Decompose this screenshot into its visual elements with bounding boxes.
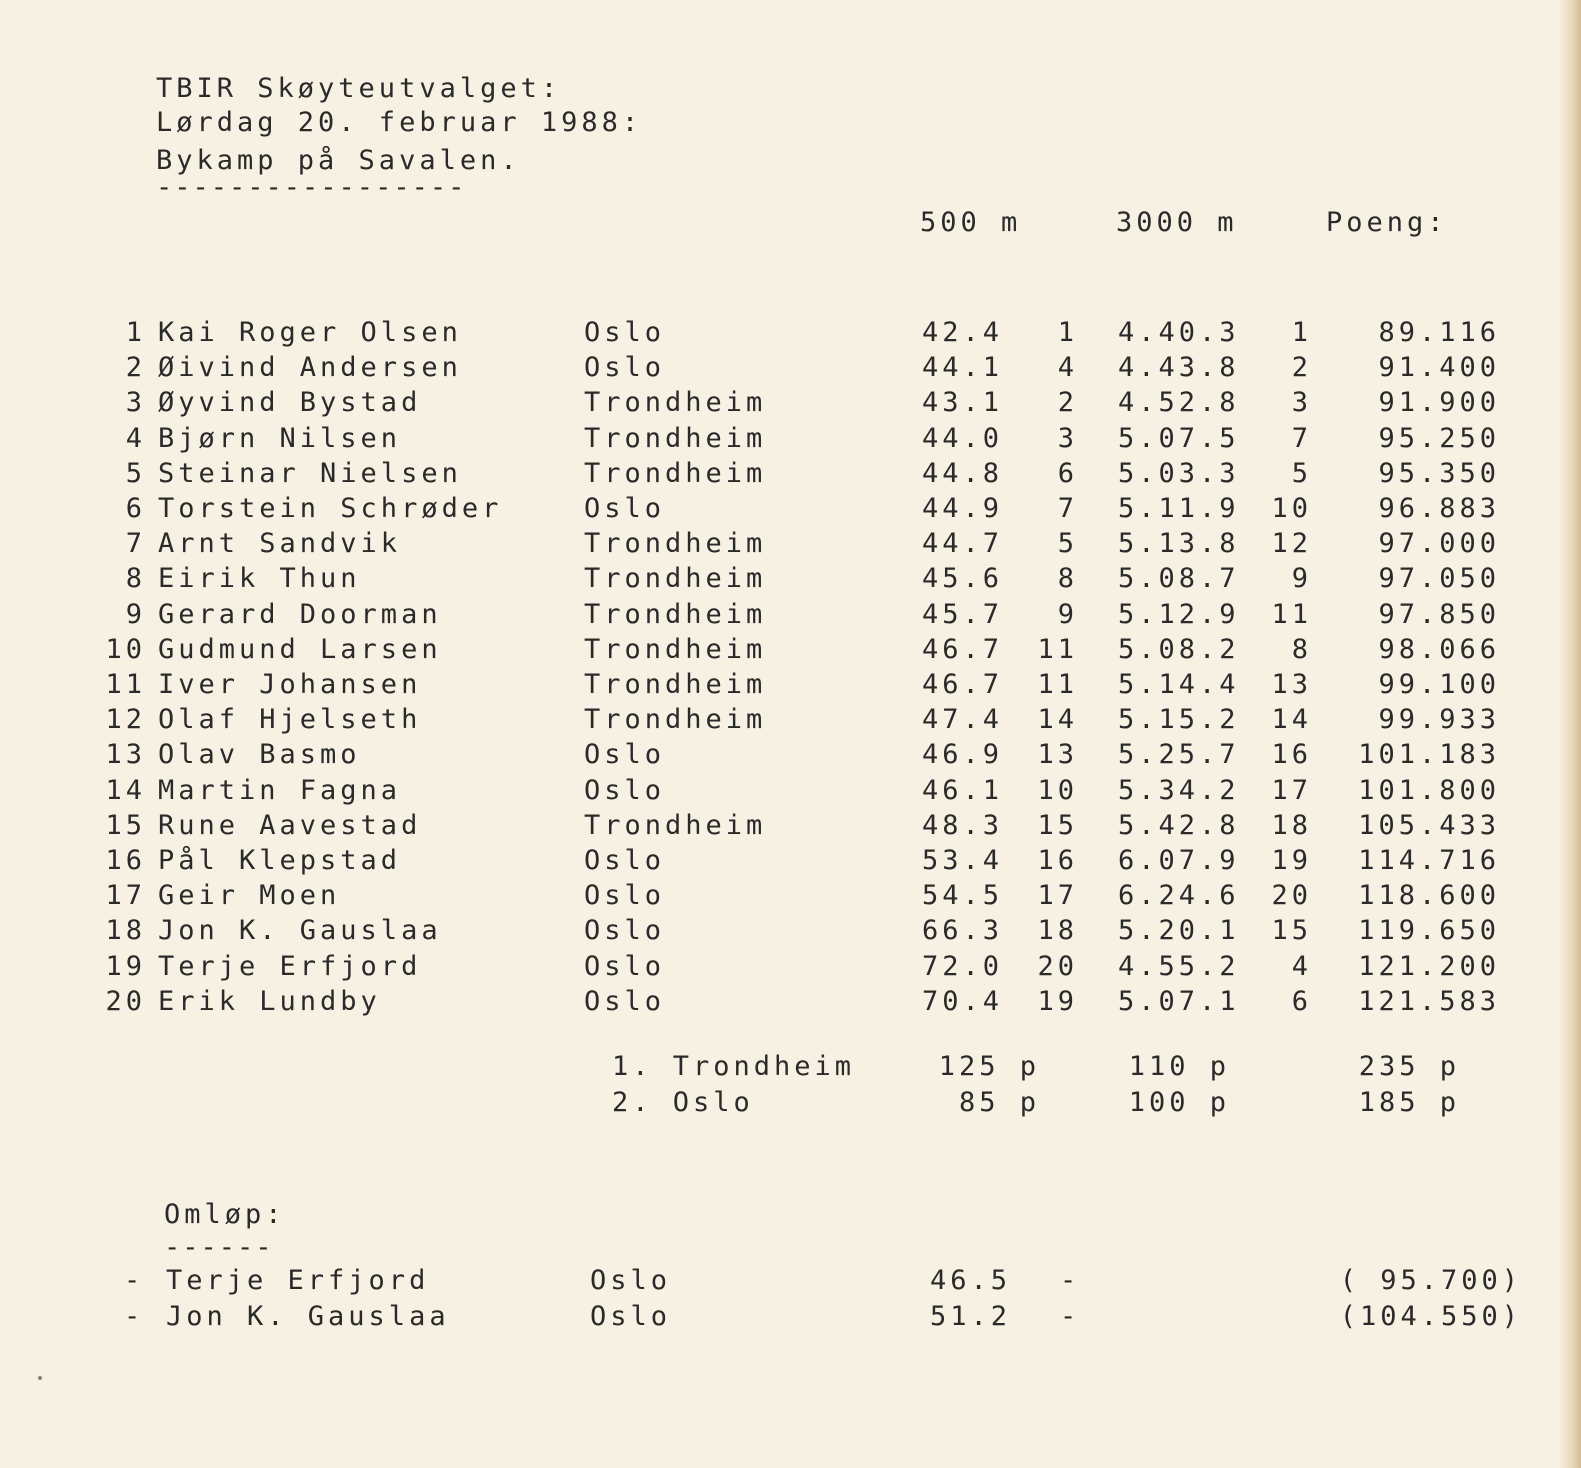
time-3000m: 5.13.8 — [1118, 528, 1240, 560]
time-500m: 46.7 — [922, 633, 1004, 665]
total-points: 97.000 — [1378, 528, 1500, 560]
result-position: 7 — [125, 528, 146, 560]
rank-3000m: 11 — [1271, 598, 1312, 630]
time-3000m: 5.07.1 — [1118, 985, 1240, 1017]
result-position: 16 — [105, 845, 146, 876]
col-points-heading: Poeng: — [1326, 207, 1448, 238]
time-500m: 47.4 — [922, 704, 1004, 736]
rank-3000m: 19 — [1271, 845, 1312, 876]
result-position: 10 — [105, 633, 146, 665]
skater-city: Trondheim — [584, 528, 767, 560]
result-position: 6 — [125, 493, 146, 524]
total-points: 119.650 — [1358, 915, 1500, 947]
omlop-mark: - — [1060, 1301, 1081, 1332]
omlop-points: (104.550) — [1339, 1301, 1522, 1332]
total-points: 97.850 — [1378, 598, 1500, 630]
header-rule: ----------------- — [156, 172, 467, 203]
rank-500m: 7 — [1057, 493, 1078, 524]
rank-500m: 15 — [1037, 809, 1078, 841]
time-3000m: 5.03.3 — [1118, 457, 1240, 489]
team-name: 1. Trondheim — [612, 1051, 856, 1082]
skater-name: Arnt Sandvik — [158, 528, 402, 560]
result-position: 17 — [105, 880, 146, 912]
rank-500m: 4 — [1057, 352, 1078, 384]
time-500m: 45.6 — [922, 563, 1004, 595]
total-points: 99.933 — [1378, 704, 1500, 736]
time-3000m: 5.20.1 — [1118, 915, 1240, 947]
team-points-500m: 125 p — [938, 1051, 1040, 1082]
total-points: 98.066 — [1378, 633, 1500, 665]
total-points: 95.250 — [1378, 422, 1500, 454]
omlop-name: Terje Erfjord — [166, 1265, 430, 1296]
skater-city: Trondheim — [584, 809, 767, 841]
time-500m: 43.1 — [922, 387, 1004, 419]
rank-3000m: 6 — [1291, 985, 1312, 1017]
time-500m: 46.9 — [922, 739, 1004, 771]
rank-3000m: 5 — [1291, 457, 1312, 489]
rank-500m: 16 — [1037, 845, 1078, 876]
result-position: 1 — [125, 317, 146, 348]
rank-500m: 11 — [1037, 669, 1078, 700]
skater-city: Oslo — [584, 493, 666, 524]
time-3000m: 5.08.2 — [1118, 633, 1240, 665]
rank-500m: 8 — [1057, 563, 1078, 595]
result-position: 14 — [105, 774, 146, 806]
team-points-total: 185 p — [1358, 1087, 1460, 1118]
total-points: 121.583 — [1358, 985, 1500, 1017]
time-3000m: 5.11.9 — [1118, 493, 1240, 524]
result-position: 19 — [105, 950, 146, 982]
skater-name: Steinar Nielsen — [158, 457, 462, 489]
rank-3000m: 18 — [1271, 809, 1312, 841]
result-position: 9 — [125, 598, 146, 630]
header-line-1: TBIR Skøyteutvalget: — [156, 73, 562, 104]
skater-city: Oslo — [584, 352, 666, 384]
header-line-3: Bykamp på Savalen. — [156, 145, 521, 176]
skater-city: Oslo — [584, 774, 666, 806]
time-500m: 44.8 — [922, 457, 1004, 489]
paper-speck — [38, 1376, 42, 1380]
total-points: 101.800 — [1358, 774, 1500, 806]
omlop-points: ( 95.700) — [1339, 1265, 1522, 1296]
time-3000m: 4.40.3 — [1118, 317, 1240, 348]
result-position: 8 — [125, 563, 146, 595]
skater-name: Øyvind Bystad — [158, 387, 422, 419]
time-500m: 44.7 — [922, 528, 1004, 560]
skater-city: Trondheim — [584, 457, 767, 489]
rank-500m: 20 — [1037, 950, 1078, 982]
result-position: 13 — [105, 739, 146, 771]
total-points: 89.116 — [1378, 317, 1500, 348]
time-3000m: 5.07.5 — [1118, 422, 1240, 454]
time-3000m: 6.07.9 — [1118, 845, 1240, 876]
team-name: 2. Oslo — [612, 1087, 754, 1118]
header-line-2: Lørdag 20. februar 1988: — [156, 107, 643, 138]
skater-name: Martin Fagna — [158, 774, 402, 806]
skater-city: Oslo — [584, 985, 666, 1017]
time-500m: 46.7 — [922, 669, 1004, 700]
time-3000m: 5.15.2 — [1118, 704, 1240, 736]
skater-city: Oslo — [584, 915, 666, 947]
rank-500m: 18 — [1037, 915, 1078, 947]
rank-3000m: 8 — [1291, 633, 1312, 665]
total-points: 99.100 — [1378, 669, 1500, 700]
time-3000m: 4.55.2 — [1118, 950, 1240, 982]
rank-500m: 5 — [1057, 528, 1078, 560]
skater-name: Gerard Doorman — [158, 598, 442, 630]
skater-name: Pål Klepstad — [158, 845, 402, 876]
total-points: 101.183 — [1358, 739, 1500, 771]
skater-city: Trondheim — [584, 563, 767, 595]
rank-3000m: 12 — [1271, 528, 1312, 560]
skater-name: Iver Johansen — [158, 669, 422, 700]
time-500m: 66.3 — [922, 915, 1004, 947]
skater-city: Oslo — [584, 845, 666, 876]
time-3000m: 5.14.4 — [1118, 669, 1240, 700]
total-points: 97.050 — [1378, 563, 1500, 595]
time-3000m: 5.08.7 — [1118, 563, 1240, 595]
rank-500m: 6 — [1057, 457, 1078, 489]
result-position: 20 — [105, 985, 146, 1017]
time-3000m: 6.24.6 — [1118, 880, 1240, 912]
time-500m: 44.1 — [922, 352, 1004, 384]
result-position: 5 — [125, 457, 146, 489]
rank-500m: 10 — [1037, 774, 1078, 806]
total-points: 121.200 — [1358, 950, 1500, 982]
total-points: 114.716 — [1358, 845, 1500, 876]
skater-name: Kai Roger Olsen — [158, 317, 462, 348]
time-3000m: 5.25.7 — [1118, 739, 1240, 771]
rank-3000m: 2 — [1291, 352, 1312, 384]
rank-3000m: 20 — [1271, 880, 1312, 912]
rank-500m: 9 — [1057, 598, 1078, 630]
time-500m: 48.3 — [922, 809, 1004, 841]
rank-500m: 11 — [1037, 633, 1078, 665]
skater-name: Gudmund Larsen — [158, 633, 442, 665]
rank-500m: 1 — [1057, 317, 1078, 348]
total-points: 95.350 — [1378, 457, 1500, 489]
omlop-time-500m: 46.5 — [930, 1265, 1012, 1296]
result-position: 4 — [125, 422, 146, 454]
rank-500m: 3 — [1057, 422, 1078, 454]
skater-name: Olav Basmo — [158, 739, 361, 771]
skater-name: Eirik Thun — [158, 563, 361, 595]
time-3000m: 5.12.9 — [1118, 598, 1240, 630]
result-position: 2 — [125, 352, 146, 384]
omlop-dash: - — [124, 1265, 145, 1296]
total-points: 91.400 — [1378, 352, 1500, 384]
rank-3000m: 9 — [1291, 563, 1312, 595]
rank-3000m: 10 — [1271, 493, 1312, 524]
rank-500m: 2 — [1057, 387, 1078, 419]
team-points-500m: 85 p — [958, 1087, 1040, 1118]
time-500m: 42.4 — [922, 317, 1004, 348]
skater-name: Olaf Hjelseth — [158, 704, 422, 736]
rank-500m: 17 — [1037, 880, 1078, 912]
total-points: 96.883 — [1378, 493, 1500, 524]
time-500m: 45.7 — [922, 598, 1004, 630]
result-position: 18 — [105, 915, 146, 947]
time-500m: 46.1 — [922, 774, 1004, 806]
skater-city: Oslo — [584, 317, 666, 348]
rank-3000m: 3 — [1291, 387, 1312, 419]
result-position: 11 — [105, 669, 146, 700]
skater-name: Erik Lundby — [158, 985, 381, 1017]
omlop-time-500m: 51.2 — [930, 1301, 1012, 1332]
time-3000m: 5.34.2 — [1118, 774, 1240, 806]
team-points-total: 235 p — [1358, 1051, 1460, 1082]
col-3000m-heading: 3000 m — [1116, 207, 1238, 238]
rank-3000m: 16 — [1271, 739, 1312, 771]
time-500m: 44.0 — [922, 422, 1004, 454]
rank-3000m: 15 — [1271, 915, 1312, 947]
time-500m: 54.5 — [922, 880, 1004, 912]
total-points: 105.433 — [1358, 809, 1500, 841]
skater-name: Øivind Andersen — [158, 352, 462, 384]
omlop-rule: ------ — [164, 1232, 274, 1263]
time-500m: 53.4 — [922, 845, 1004, 876]
omlop-title: Omløp: — [164, 1199, 286, 1230]
skater-city: Trondheim — [584, 387, 767, 419]
time-3000m: 4.43.8 — [1118, 352, 1240, 384]
time-3000m: 5.42.8 — [1118, 809, 1240, 841]
skater-city: Trondheim — [584, 598, 767, 630]
col-500m-heading: 500 m — [920, 207, 1022, 238]
skater-city: Oslo — [584, 950, 666, 982]
skater-city: Trondheim — [584, 669, 767, 700]
skater-city: Oslo — [584, 880, 666, 912]
rank-500m: 14 — [1037, 704, 1078, 736]
result-position: 15 — [105, 809, 146, 841]
skater-city: Trondheim — [584, 633, 767, 665]
rank-3000m: 7 — [1291, 422, 1312, 454]
binding-edge — [1559, 0, 1581, 1468]
omlop-city: Oslo — [590, 1301, 672, 1332]
skater-name: Jon K. Gauslaa — [158, 915, 442, 947]
omlop-city: Oslo — [590, 1265, 672, 1296]
skater-name: Geir Moen — [158, 880, 341, 912]
skater-name: Torstein Schrøder — [158, 493, 503, 524]
skater-city: Trondheim — [584, 704, 767, 736]
rank-500m: 13 — [1037, 739, 1078, 771]
skater-name: Rune Aavestad — [158, 809, 422, 841]
time-500m: 70.4 — [922, 985, 1004, 1017]
rank-3000m: 1 — [1291, 317, 1312, 348]
rank-3000m: 17 — [1271, 774, 1312, 806]
rank-500m: 19 — [1037, 985, 1078, 1017]
omlop-name: Jon K. Gauslaa — [166, 1301, 450, 1332]
skater-city: Trondheim — [584, 422, 767, 454]
time-500m: 44.9 — [922, 493, 1004, 524]
result-position: 3 — [125, 387, 146, 419]
time-3000m: 4.52.8 — [1118, 387, 1240, 419]
rank-3000m: 4 — [1291, 950, 1312, 982]
omlop-mark: - — [1060, 1265, 1081, 1296]
total-points: 118.600 — [1358, 880, 1500, 912]
total-points: 91.900 — [1378, 387, 1500, 419]
time-500m: 72.0 — [922, 950, 1004, 982]
team-points-3000m: 100 p — [1128, 1087, 1230, 1118]
rank-3000m: 13 — [1271, 669, 1312, 700]
result-position: 12 — [105, 704, 146, 736]
skater-name: Terje Erfjord — [158, 950, 422, 982]
omlop-dash: - — [124, 1301, 145, 1332]
skater-name: Bjørn Nilsen — [158, 422, 402, 454]
rank-3000m: 14 — [1271, 704, 1312, 736]
skater-city: Oslo — [584, 739, 666, 771]
team-points-3000m: 110 p — [1128, 1051, 1230, 1082]
